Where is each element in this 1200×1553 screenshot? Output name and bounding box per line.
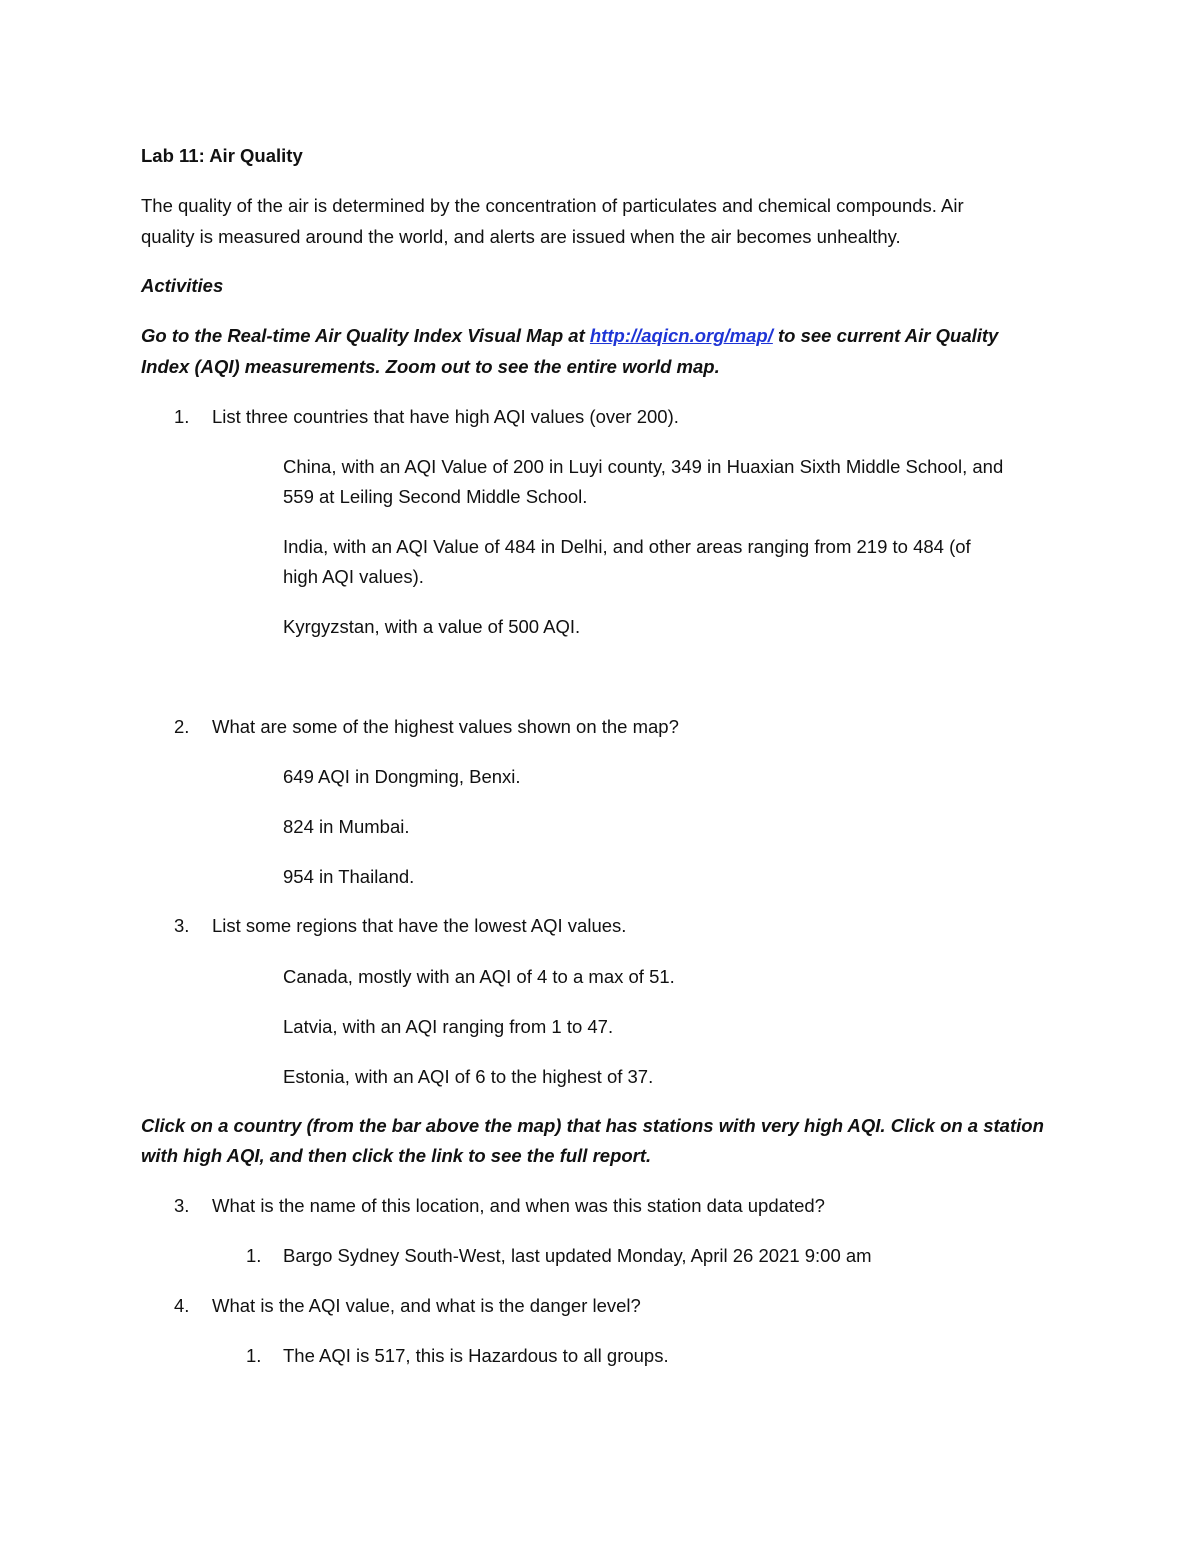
question-location: What is the name of this location, and when was this station data updated? xyxy=(212,1195,825,1216)
intro-line-1: The quality of the air is determined by the concentration of particulates and chemical compounds. Air xyxy=(141,195,964,216)
question-3: List some regions that have the lowest AQI values. xyxy=(212,915,627,936)
answer-china-line-2: 559 at Leiling Second Middle School. xyxy=(283,486,588,507)
list-number: 3. xyxy=(174,915,190,936)
sublist-number: 1. xyxy=(246,1345,262,1366)
list-number: 3. xyxy=(174,1195,190,1216)
instruction-1-line-2: Index (AQI) measurements. Zoom out to see the entire world map. xyxy=(141,356,720,377)
list-number: 2. xyxy=(174,716,190,737)
instruction-1-text: Go to the Real-time Air Quality Index Visual Map at xyxy=(141,325,590,346)
answer-highest-2: 824 in Mumbai. xyxy=(283,816,410,837)
answer-china-line-1: China, with an AQI Value of 200 in Luyi county, 349 in Huaxian Sixth Middle School, and xyxy=(283,456,1004,477)
instruction-1-line-1 xyxy=(141,321,998,351)
answer-highest-1: 649 AQI in Dongming, Benxi. xyxy=(283,766,521,787)
answer-lowest-3: Estonia, with an AQI of 6 to the highest of 37. xyxy=(283,1066,654,1087)
answer-lowest-1: Canada, mostly with an AQI of 4 to a max of 51. xyxy=(283,966,675,987)
sublist-number: 1. xyxy=(246,1245,262,1266)
answer-india-line-1: India, with an AQI Value of 484 in Delhi, and other areas ranging from 219 to 484 (of xyxy=(283,536,971,557)
question-4: What is the AQI value, and what is the danger level? xyxy=(212,1295,641,1316)
activities-heading: Activities xyxy=(141,275,224,296)
answer-kyrgyzstan: Kyrgyzstan, with a value of 500 AQI. xyxy=(283,616,581,637)
document-title: Lab 11: Air Quality xyxy=(141,145,303,166)
answer-highest-3: 954 in Thailand. xyxy=(283,866,415,887)
question-2: What are some of the highest values shown on the map? xyxy=(212,716,679,737)
list-number: 4. xyxy=(174,1295,190,1316)
list-number: 1. xyxy=(174,406,190,427)
instruction-1-text-after: to see current Air Quality xyxy=(772,325,999,346)
instruction-2-line-1: Click on a country (from the bar above the map) that has stations with very high AQI. Click on a station xyxy=(141,1115,1044,1136)
instruction-2-line-2: with high AQI, and then click the link to see the full report. xyxy=(141,1145,652,1166)
aqicn-map-link[interactable]: http://aqicn.org/map/ xyxy=(589,325,773,346)
answer-aqi-danger: The AQI is 517, this is Hazardous to all groups. xyxy=(283,1345,669,1366)
answer-lowest-2: Latvia, with an AQI ranging from 1 to 47. xyxy=(283,1016,614,1037)
question-1: List three countries that have high AQI values (over 200). xyxy=(212,406,679,427)
intro-line-2: quality is measured around the world, and alerts are issued when the air becomes unhealthy. xyxy=(141,226,901,247)
answer-india-line-2: high AQI values). xyxy=(283,566,424,587)
answer-location: Bargo Sydney South-West, last updated Monday, April 26 2021 9:00 am xyxy=(283,1245,872,1266)
